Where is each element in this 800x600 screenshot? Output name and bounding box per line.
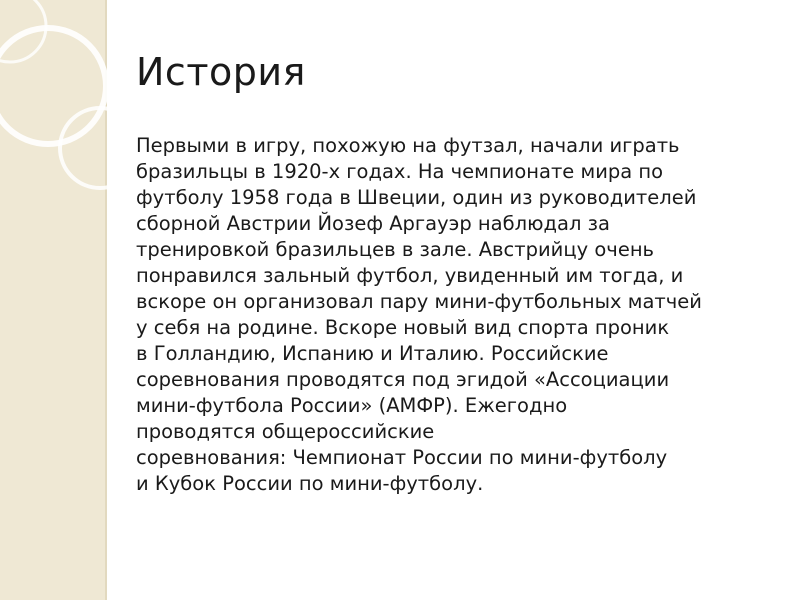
deco-circle-small <box>60 108 140 188</box>
decorative-circles <box>0 0 140 220</box>
slide-title: История <box>136 50 306 94</box>
deco-circle-large <box>0 28 106 144</box>
slide-body-text: Первыми в игру, похожую на футзал, начали играть бразильцы в 1920-х годах. На чемпионате мира по футболу 1958 года в Швеции, один из руководителей сборной Австрии Йозеф Аргауэр наблюдал за тренировкой бразильцев в зале. Австрийцу очень понравился зальный футбол, увиденный им тогда, и вскоре он организовал пару мини-футбольных матчей у себя на родине. Вскоре новый вид спорта проник в Голландию, Испанию и Италию. Российские соревнования проводятся под эгидой «Ассоциации мини-футбола России» (АМФР). Ежегодно проводятся общероссийские соревнования: Чемпионат России по мини-футболу и Кубок России по мини-футболу. <box>136 134 702 495</box>
